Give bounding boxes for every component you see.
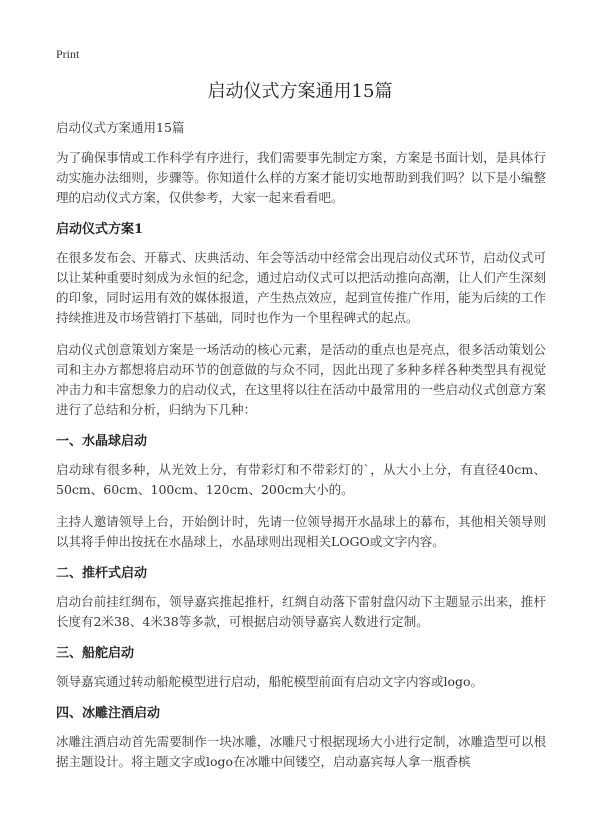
section-heading: 二、推杆式启动: [56, 566, 148, 581]
section-paragraph: 主持人邀请领导上台，开始倒计时，先请一位领导揭开水晶球上的幕布，其他相关领导则以其将手伸出按抚在水晶球上，水晶球则出现相关LOGO或文字内容。: [56, 514, 546, 549]
print-link[interactable]: Print: [56, 47, 80, 61]
section-heading: 启动仪式方案1: [56, 222, 144, 237]
section-heading: 四、冰雕注酒启动: [56, 706, 161, 721]
document-body: [56, 118, 546, 784]
section-heading: 三、船舵启动: [56, 646, 135, 661]
page-title: 启动仪式方案通用15篇: [207, 81, 393, 102]
section-paragraph: 启动仪式创意策划方案是一场活动的核心元素，是活动的重点也是亮点，很多活动策划公司和主办方都想将启动环节的创意做的与众不同，因此出现了多种多样各种类型具有视觉冲击力和丰富想象力的启动仪式，在这里将以往在活动中最常用的一些启动仪式创意方案进行了总结和分析，归纳为下几种：: [56, 342, 546, 417]
section-heading: 一、水晶球启动: [56, 434, 148, 449]
intro-paragraph: 为了确保事情或工作科学有序进行，我们需要事先制定方案，方案是书面计划，是具体行动实施办法细则，步骤等。你知道什么样的方案才能切实地帮助到我们吗？以下是小编整理的启动仪式方案，仅供参考，大家一起来看看吧。: [56, 150, 546, 205]
section-paragraph: 启动台前挂红绸布，领导嘉宾推起推杆，红绸自动落下雷射盘闪动下主题显示出来，推杆长度有2米38、4米38等多款，可根据启动领导嘉宾人数进行定制。: [56, 594, 546, 629]
document-subtitle: 启动仪式方案通用15篇: [56, 120, 185, 135]
section-paragraph: 在很多发布会、开幕式、庆典活动、年会等活动中经常会出现启动仪式环节，启动仪式可以让某种重要时刻成为永恒的纪念，通过启动仪式可以把活动推向高潮，让人们产生深刻的印象，同时运用有效的媒体报道，产生热点效应，起到宣传推广作用，能为后续的工作持续推进及市场营销打下基础，同时也作为一个里程碑式的起点。: [56, 250, 546, 325]
section-paragraph: 冰雕注酒启动首先需要制作一块冰雕，冰雕尺寸根据现场大小进行定制，冰雕造型可以根据主题设计。将主题文字或logo在冰雕中间镂空，启动嘉宾每人拿一瓶香槟: [56, 734, 546, 769]
section-paragraph: 启动球有很多种，从光效上分，有带彩灯和不带彩灯的`，从大小上分，有直径40cm、50cm、60cm、100cm、120cm、200cm大小的。: [56, 462, 546, 497]
section-paragraph: 领导嘉宾通过转动船舵模型进行启动，船舵模型前面有启动文字内容或logo。: [56, 674, 484, 689]
